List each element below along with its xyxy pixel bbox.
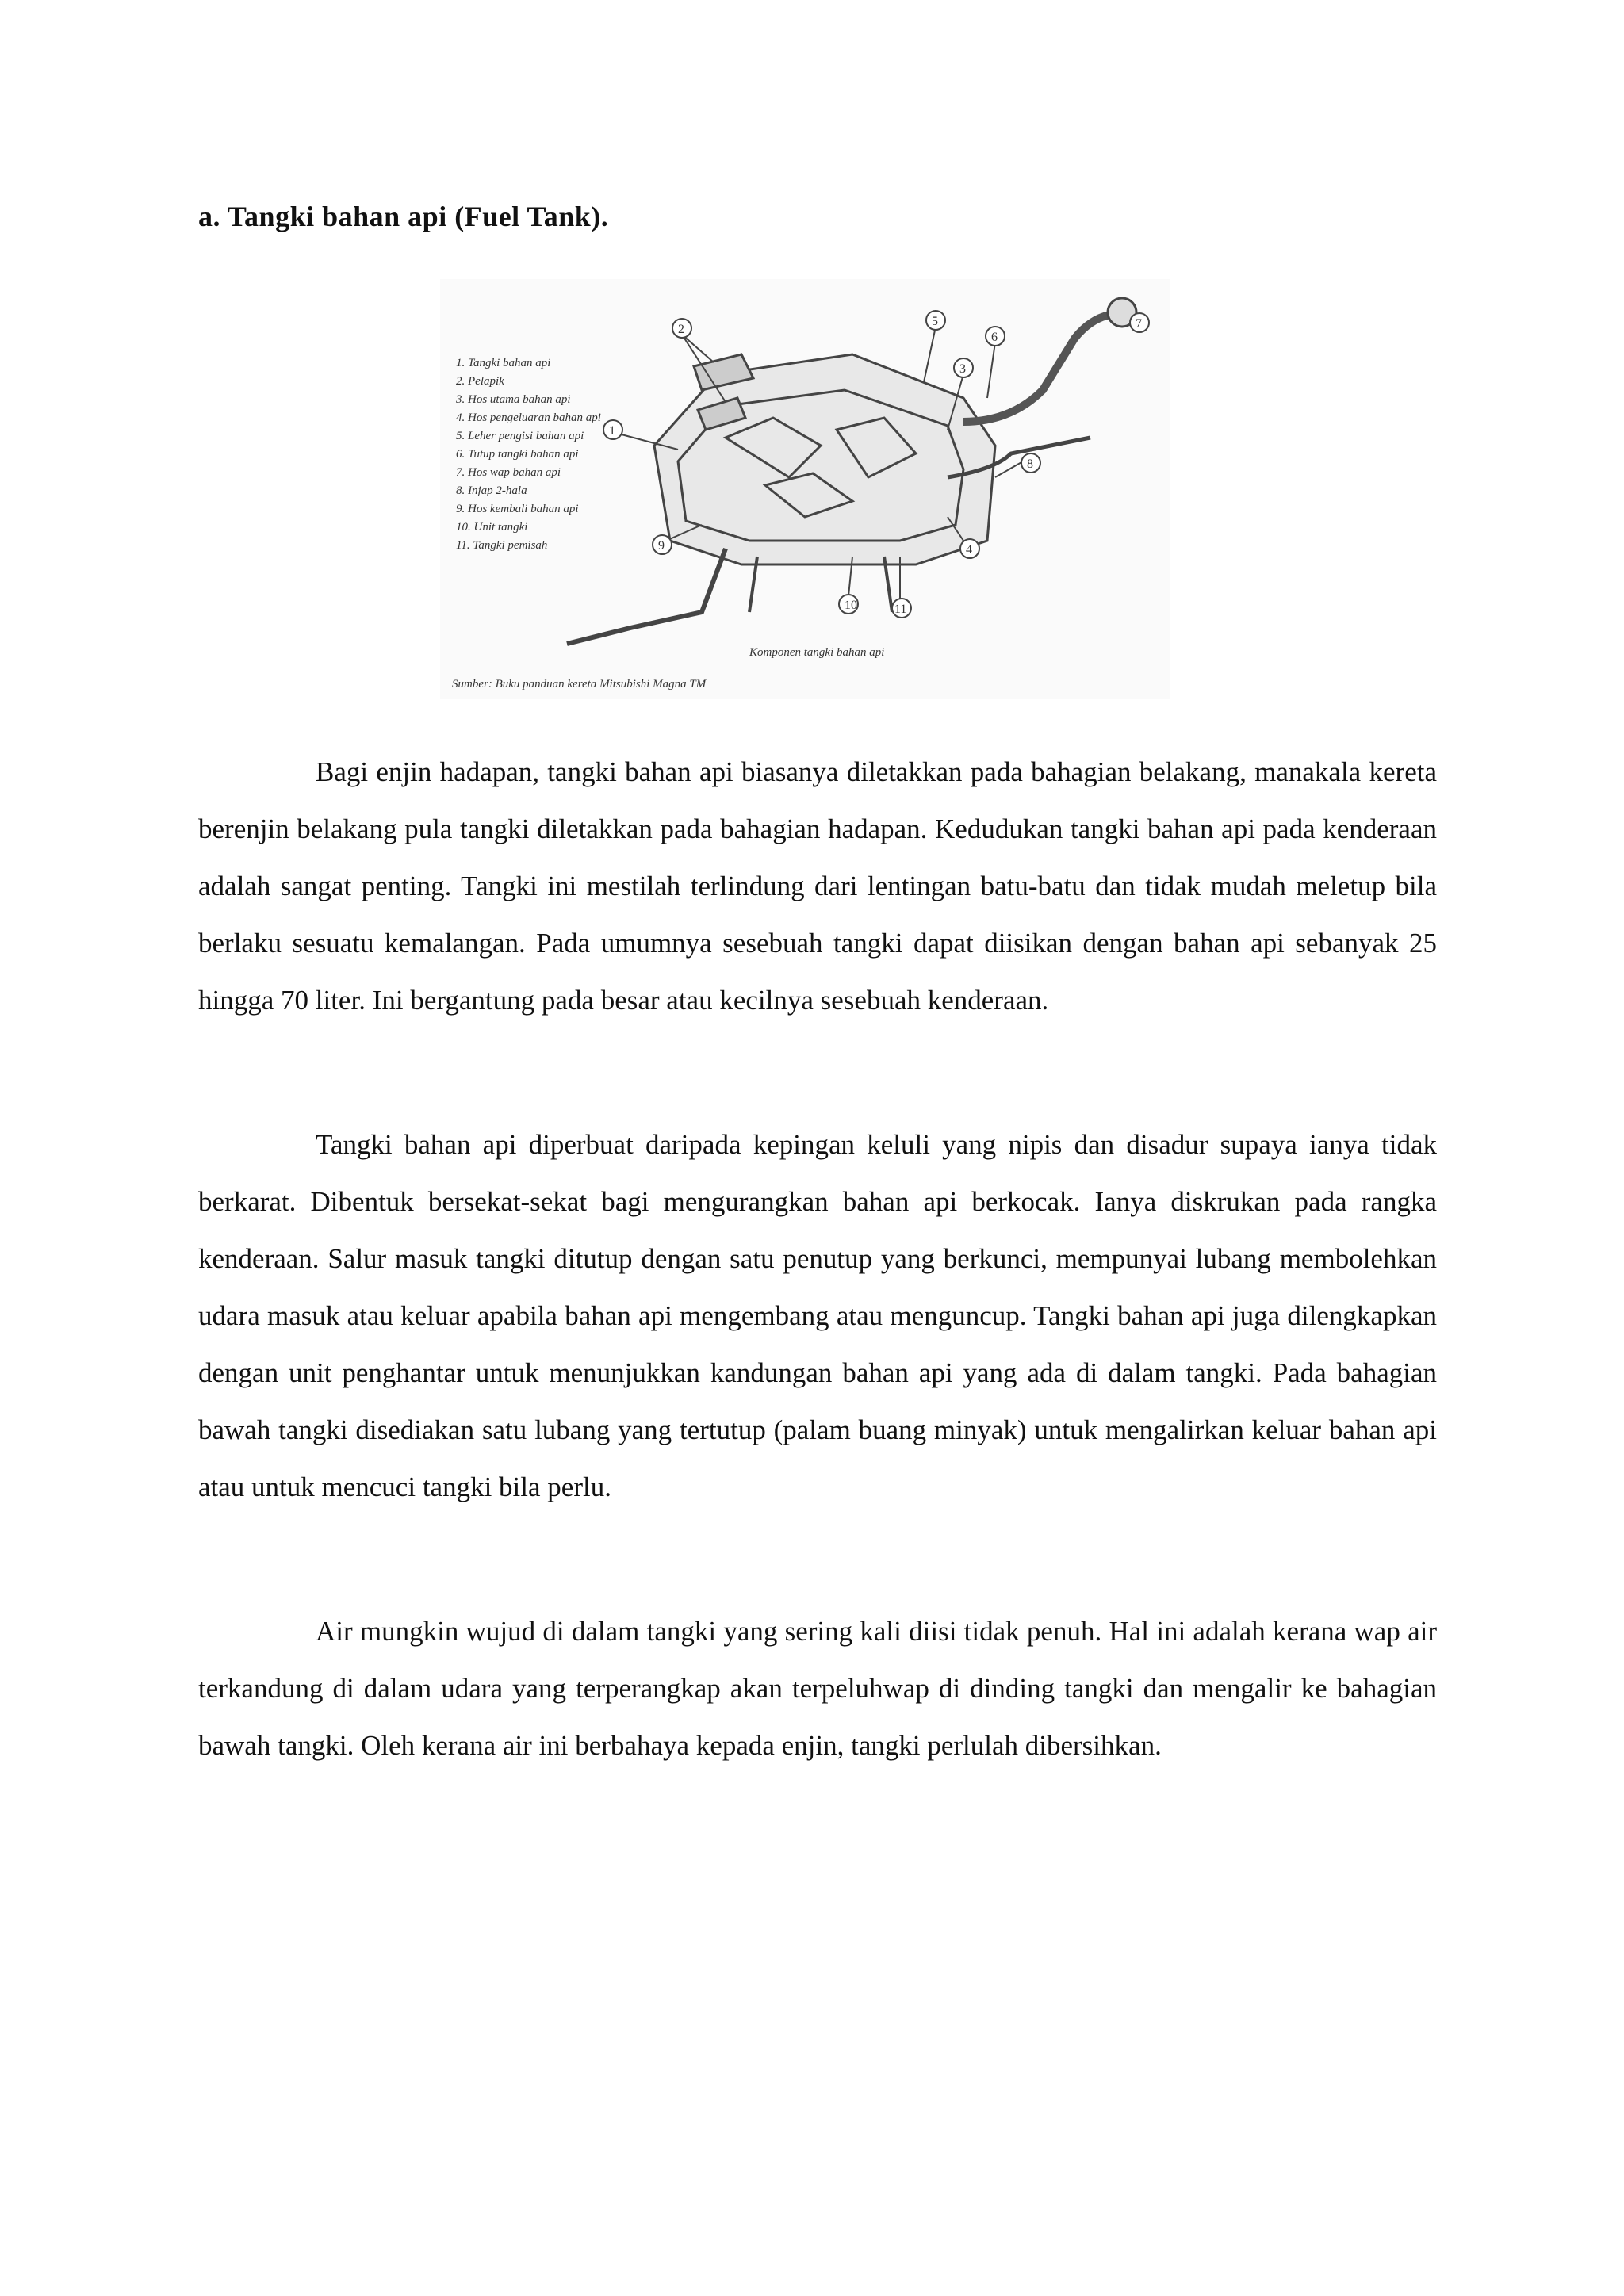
legend-item: 2. Pelapik [456, 375, 504, 388]
callout-label: 8 [1027, 457, 1033, 471]
callout-label: 3 [959, 362, 966, 376]
callout-label: 6 [991, 331, 998, 344]
legend-item: 9. Hos kembali bahan api [456, 503, 579, 515]
legend-item: 3. Hos utama bahan api [456, 393, 571, 406]
callout-label: 10 [845, 599, 857, 612]
figure-legend [455, 357, 601, 552]
legend-item: 4. Hos pengeluaran bahan api [456, 411, 601, 424]
callout-label: 7 [1136, 317, 1142, 331]
callout-label: 5 [932, 315, 938, 328]
legend-item: 1. Tangki bahan api [456, 357, 551, 369]
tank-drawing [567, 298, 1136, 644]
legend-item: 10. Unit tangki [456, 521, 528, 534]
fuel-tank-diagram [440, 279, 1170, 699]
callout-label: 1 [609, 424, 615, 438]
legend-item: 5. Leher pengisi bahan api [456, 430, 584, 442]
callout-label: 2 [678, 323, 684, 336]
paragraph: Air mungkin wujud di dalam tangki yang sering kali diisi tidak penuh. Hal ini adalah kerana wap air terkandung di dalam udara yang terperangkap akan terpeluhwap di dinding tangki dan mengalir ke bahagian bawah tangki. Oleh kerana air ini berbahaya kepada enjin, tangki perlulah dibersihkan. [198, 1616, 1437, 1761]
figure-caption: Komponen tangki bahan api [749, 646, 885, 659]
section-heading: a. Tangki bahan api (Fuel Tank). [198, 201, 609, 232]
legend-item: 6. Tutup tangki bahan api [456, 448, 579, 461]
paragraph: Tangki bahan api diperbuat daripada kepingan keluli yang nipis dan disadur supaya ianya tidak berkarat. Dibentuk bersekat-sekat bagi mengurangkan bahan api berkocak. Ianya diskrukan pada rangka kenderaan. Salur masuk tangki ditutup dengan satu penutup yang berkunci, mempunyai lubang membolehkan udara masuk atau keluar apabila bahan api mengembang atau menguncup. Tangki bahan api juga dilengkapkan dengan unit penghantar untuk menunjukkan kandungan bahan api yang ada di dalam tangki. Pada bahagian bawah tangki disediakan satu lubang yang tertutup (palam buang minyak) untuk mengalirkan keluar bahan api atau untuk mencuci tangki bila perlu. [198, 1129, 1437, 1502]
callout-label: 9 [658, 539, 665, 553]
legend-item: 11. Tangki pemisah [456, 539, 548, 552]
callout-label: 11 [894, 603, 907, 616]
paragraph: Bagi enjin hadapan, tangki bahan api biasanya diletakkan pada bahagian belakang, manakala kereta berenjin belakang pula tangki diletakkan pada bahagian hadapan. Kedudukan tangki bahan api pada kenderaan adalah sangat penting. Tangki ini mestilah terlindung dari lentingan batu-batu dan tidak mudah meletup bila berlaku sesuatu kemalangan. Pada umumnya sesebuah tangki dapat diisikan dengan bahan api sebanyak 25 hingga 70 liter. Ini bergantung pada besar atau kecilnya sesebuah kenderaan. [198, 756, 1437, 1016]
legend-item: 7. Hos wap bahan api [456, 466, 561, 479]
fuel-tank-figure [440, 279, 1170, 699]
figure-source: Sumber: Buku panduan kereta Mitsubishi Magna TM [452, 678, 707, 691]
legend-item: 8. Injap 2-hala [456, 484, 527, 497]
callout-label: 4 [966, 543, 972, 557]
